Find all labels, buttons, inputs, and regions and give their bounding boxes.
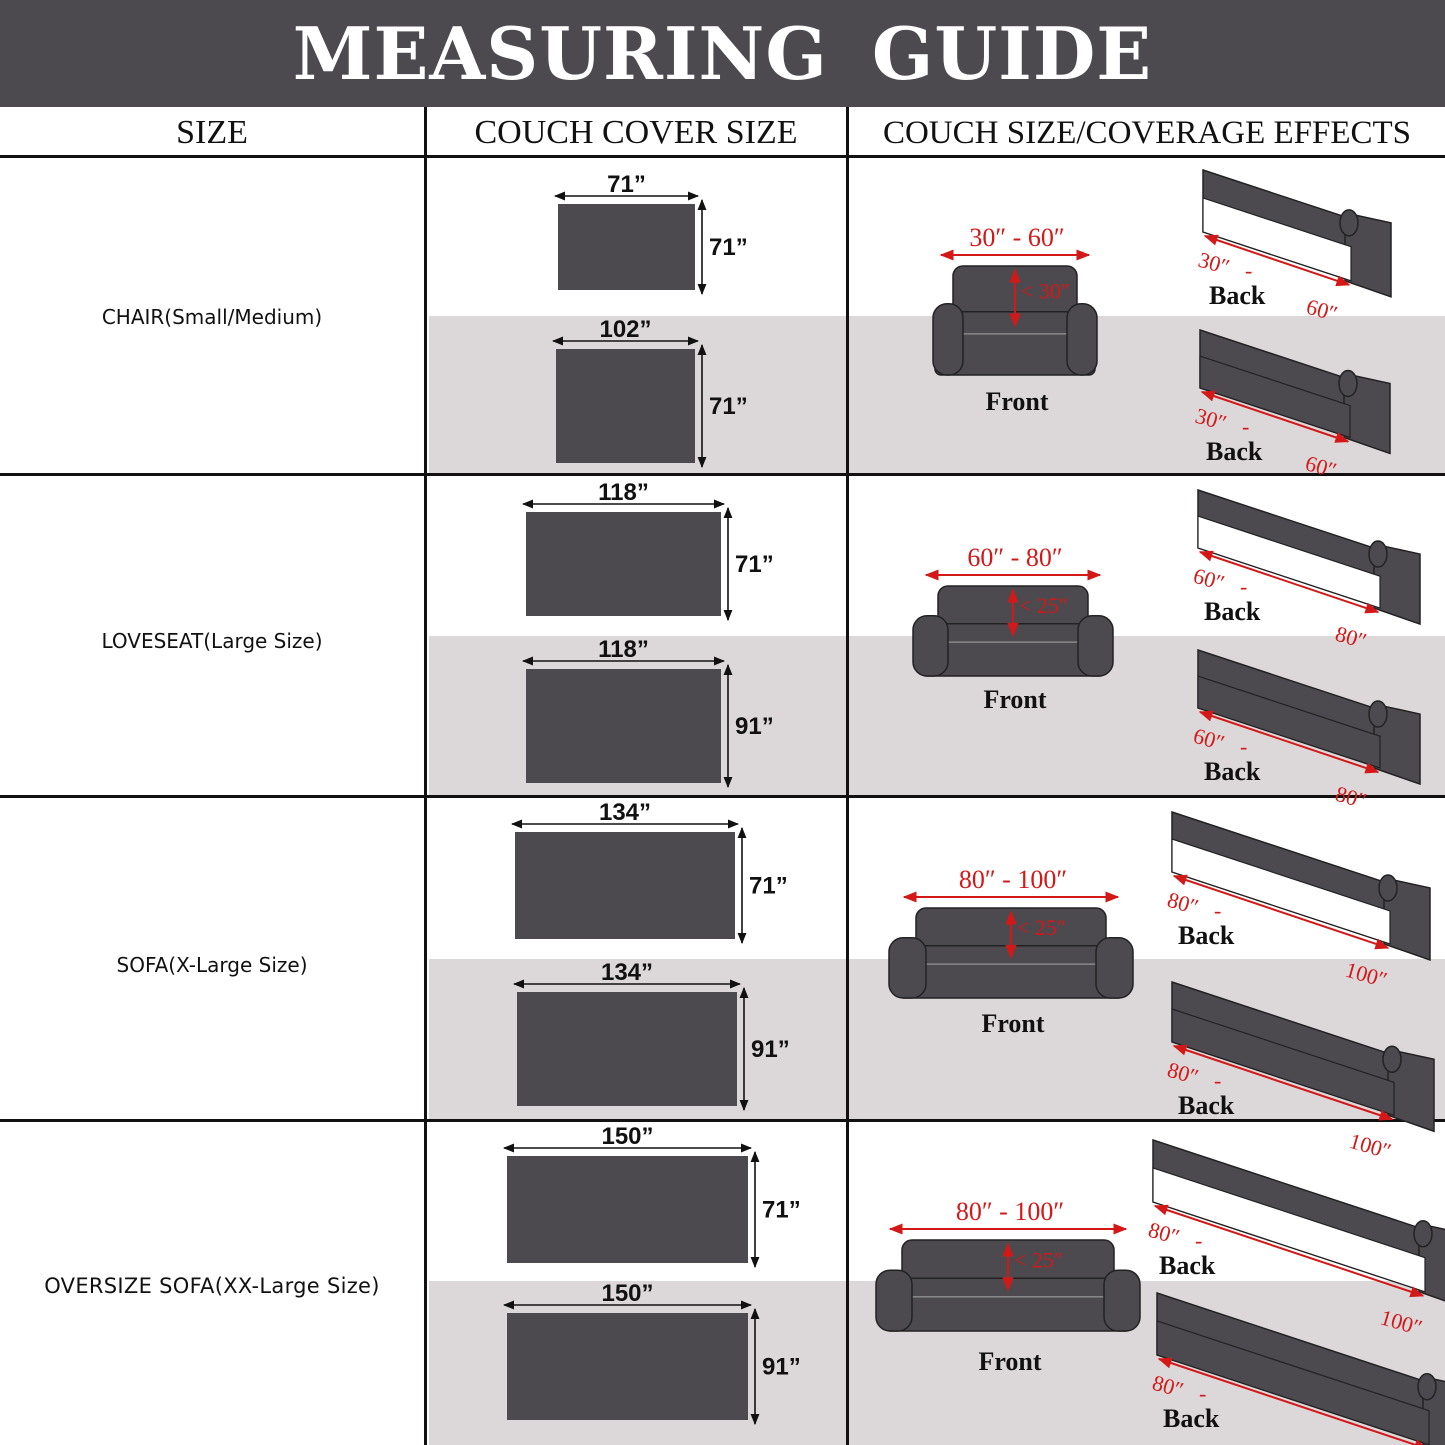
cover-fabric xyxy=(556,349,695,463)
width-label: 102” xyxy=(599,316,652,343)
front-view xyxy=(876,1197,1140,1376)
back-view xyxy=(1165,812,1430,992)
back-caption: Back xyxy=(1178,921,1235,950)
back-dash-label: - xyxy=(1214,898,1222,923)
back-dash-label: - xyxy=(1214,1068,1222,1093)
front-width-label: 60″ - 80″ xyxy=(967,543,1063,572)
back-arm-roll xyxy=(1369,541,1387,567)
size-label-sofa: SOFA(X-Large Size) xyxy=(116,953,308,977)
back-caption: Back xyxy=(1204,757,1261,786)
back-dash-label: - xyxy=(1242,414,1250,439)
cover-fabric xyxy=(515,832,735,939)
width-label: 150” xyxy=(601,1280,654,1307)
front-left-arm xyxy=(876,1270,912,1331)
back-arm-roll xyxy=(1383,1046,1401,1072)
cover-fabric xyxy=(526,669,721,783)
front-caption: Front xyxy=(983,685,1047,714)
cover-fabric xyxy=(526,512,721,616)
front-caption: Front xyxy=(978,1347,1042,1376)
cover-diagram xyxy=(504,1123,801,1267)
size-label-loveseat: LOVESEAT(Large Size) xyxy=(101,629,323,653)
header-coverage-effects: COUCH SIZE/COVERAGE EFFECTS xyxy=(882,115,1412,151)
back-caption: Back xyxy=(1163,1404,1220,1433)
front-width-label: 80″ - 100″ xyxy=(955,1197,1065,1226)
front-right-arm xyxy=(1104,1270,1140,1331)
height-label: 91” xyxy=(751,1036,790,1063)
width-label: 134” xyxy=(598,799,652,826)
cover-diagram xyxy=(555,171,748,294)
cover-diagram xyxy=(553,316,748,467)
front-left-arm xyxy=(933,304,963,375)
front-width-label: 30″ - 60″ xyxy=(969,223,1065,252)
front-left-arm xyxy=(913,616,948,676)
width-label: 118” xyxy=(598,479,649,506)
back-arm-roll xyxy=(1418,1374,1436,1400)
back-to-label: 80″ xyxy=(1332,780,1370,814)
back-caption: Back xyxy=(1209,281,1266,310)
back-arm-roll xyxy=(1379,875,1397,901)
back-to-label: 60″ xyxy=(1302,450,1340,483)
front-depth-label: < 25″ xyxy=(1014,1247,1064,1273)
height-label: 71” xyxy=(749,872,788,900)
front-left-arm xyxy=(889,938,926,998)
height-label: 91” xyxy=(735,713,774,740)
width-label: 134” xyxy=(600,959,654,986)
header-size: SIZE xyxy=(176,114,248,151)
cover-fabric xyxy=(517,992,737,1106)
back-view xyxy=(1191,650,1420,813)
back-from-label: 80″ xyxy=(1164,1056,1202,1090)
back-dash-label: - xyxy=(1240,574,1248,599)
header-cover-size: COUCH COVER SIZE xyxy=(474,114,798,151)
height-label: 71” xyxy=(735,551,774,578)
back-from-label: 80″ xyxy=(1164,886,1202,920)
front-view xyxy=(889,865,1133,1038)
front-right-arm xyxy=(1067,304,1097,375)
back-from-label: 30″ xyxy=(1192,402,1230,436)
cover-diagram xyxy=(504,1280,801,1424)
back-from-label: 60″ xyxy=(1190,722,1228,756)
width-label: 150” xyxy=(601,1123,654,1150)
cover-diagram xyxy=(523,636,774,787)
back-dash-label: - xyxy=(1245,258,1253,283)
cover-fabric xyxy=(558,204,695,290)
back-view xyxy=(1196,170,1391,326)
front-right-arm xyxy=(1078,616,1113,676)
front-right-arm xyxy=(1096,938,1133,998)
front-width-label: 80″ - 100″ xyxy=(958,865,1068,894)
back-caption: Back xyxy=(1178,1091,1235,1120)
back-arm-roll xyxy=(1369,701,1387,727)
back-from-label: 80″ xyxy=(1149,1369,1187,1403)
height-label: 91” xyxy=(762,1353,801,1381)
back-from-label: 80″ xyxy=(1145,1216,1183,1250)
back-dash-label: - xyxy=(1199,1381,1207,1406)
front-view xyxy=(933,223,1097,416)
back-to-label: 60″ xyxy=(1303,293,1341,327)
back-to-label: 80″ xyxy=(1332,620,1370,654)
back-from-label: 30″ xyxy=(1195,246,1233,280)
cover-diagram xyxy=(523,479,774,620)
back-caption: Back xyxy=(1159,1251,1216,1280)
back-arm-roll xyxy=(1339,371,1357,397)
page-title: MEASURING GUIDE xyxy=(292,11,1153,96)
back-to-label: 100″ xyxy=(1342,956,1391,993)
back-view xyxy=(1193,330,1390,483)
front-caption: Front xyxy=(981,1009,1045,1038)
width-label: 118” xyxy=(598,636,649,663)
back-arm-roll xyxy=(1414,1221,1432,1247)
back-to-label: 100″ xyxy=(1377,1304,1426,1341)
back-dash-label: - xyxy=(1240,734,1248,759)
back-to-label: 100″ xyxy=(1346,1128,1395,1164)
front-depth-label: < 25″ xyxy=(1019,593,1069,618)
cover-fabric xyxy=(507,1313,748,1420)
size-label-oversize-sofa: OVERSIZE SOFA(XX-Large Size) xyxy=(44,1274,380,1298)
front-caption: Front xyxy=(985,387,1049,416)
back-arm-roll xyxy=(1340,210,1358,236)
height-label: 71” xyxy=(709,234,748,261)
height-label: 71” xyxy=(762,1196,801,1224)
back-from-label: 60″ xyxy=(1190,562,1228,596)
back-dash-label: - xyxy=(1195,1228,1203,1253)
back-view xyxy=(1191,490,1420,653)
width-label: 71” xyxy=(607,171,646,198)
size-label-chair: CHAIR(Small/Medium) xyxy=(101,305,323,329)
back-caption: Back xyxy=(1206,437,1263,466)
cover-diagram xyxy=(512,799,788,943)
cover-fabric xyxy=(507,1156,748,1263)
cover-diagram xyxy=(514,959,790,1110)
front-depth-label: < 30″ xyxy=(1021,278,1071,304)
front-depth-label: < 25″ xyxy=(1017,915,1067,940)
back-caption: Back xyxy=(1204,597,1261,626)
height-label: 71” xyxy=(709,393,748,420)
back-view xyxy=(1165,982,1434,1164)
front-view xyxy=(913,543,1113,714)
